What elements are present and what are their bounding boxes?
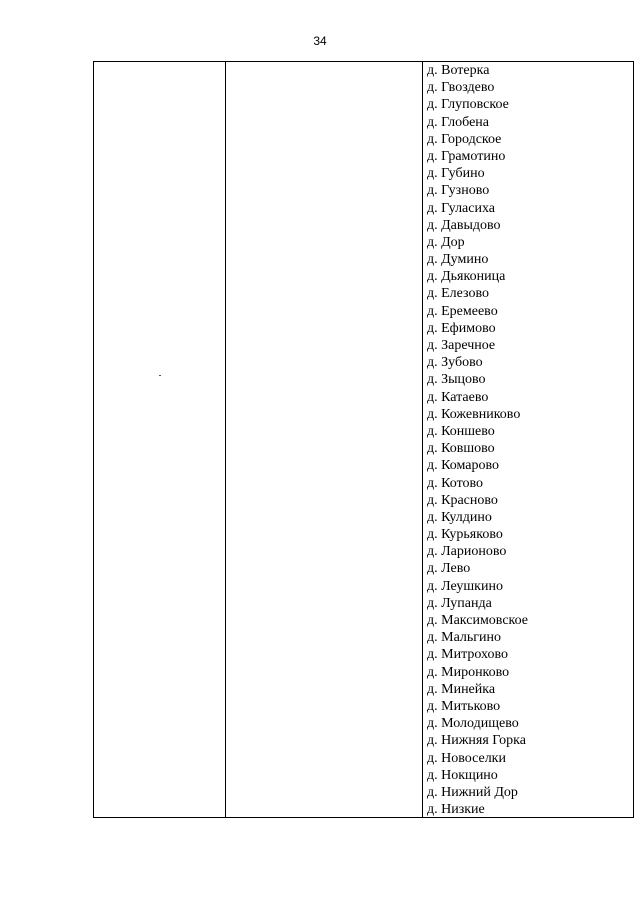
village-list (427, 62, 528, 818)
village-item: д. Городское (427, 131, 502, 147)
village-item: д. Ларионово (427, 544, 507, 560)
village-item: д. Ковшово (427, 441, 495, 457)
column-divider (225, 62, 226, 817)
village-item: д. Новоселки (427, 750, 506, 766)
village-item: д. Дор (427, 234, 465, 250)
village-item: д. Нижний Дор (427, 784, 518, 800)
village-item: д. Думино (427, 252, 489, 268)
village-item: д. Давыдово (427, 217, 501, 233)
village-item: д. Молодищево (427, 716, 519, 732)
village-item: д. Еремеево (427, 303, 498, 319)
village-item: д. Зубово (427, 355, 483, 371)
village-item: д. Заречное (427, 338, 496, 353)
village-item: д. Миронково (427, 664, 510, 680)
village-item: д. Глобена (427, 114, 490, 130)
village-item: д. Котово (427, 475, 484, 491)
village-item: д. Дьяконица (427, 269, 506, 285)
village-item: д. Зыцово (427, 372, 486, 388)
village-item: д. Елезово (427, 286, 490, 302)
village-item: д. Нокщино (427, 767, 498, 783)
village-item: д. Гвоздево (427, 80, 495, 96)
village-item: д. Комарово (427, 458, 499, 474)
village-item: д. Лупанда (427, 595, 492, 611)
village-item: д. Леушкино (427, 578, 503, 594)
village-item: д. Вотерка (427, 63, 490, 78)
village-item: д. Лево (427, 561, 471, 577)
village-item: д. Низкие (427, 802, 485, 818)
village-item: д. Катаево (427, 389, 489, 405)
village-item: д. Минейка (427, 681, 496, 697)
village-item: д. Коншево (427, 423, 495, 439)
settlements-table (93, 61, 634, 818)
village-item: д. Кулдино (427, 509, 492, 525)
village-item: д. Ефимово (427, 320, 496, 336)
village-item: д. Нижняя Горка (427, 733, 526, 749)
village-item: д. Митрохово (427, 647, 508, 663)
village-item: д. Гуласиха (427, 200, 496, 216)
page-number: 34 (313, 34, 327, 48)
scan-dot (159, 375, 161, 376)
village-item: д. Гузново (427, 183, 490, 199)
village-item: д. Губино (427, 166, 485, 182)
village-item: д. Мальгино (427, 630, 502, 646)
village-item: д. Грамотино (427, 148, 506, 164)
village-item: д. Кожевниково (427, 406, 521, 422)
village-item: д. Курьяково (427, 527, 503, 543)
village-item: д. Максимовское (427, 613, 529, 628)
village-item: д. Глуповское (427, 97, 509, 113)
village-item: д. Митьково (427, 698, 501, 714)
column-divider (422, 62, 423, 817)
village-item: д. Красново (427, 492, 498, 508)
